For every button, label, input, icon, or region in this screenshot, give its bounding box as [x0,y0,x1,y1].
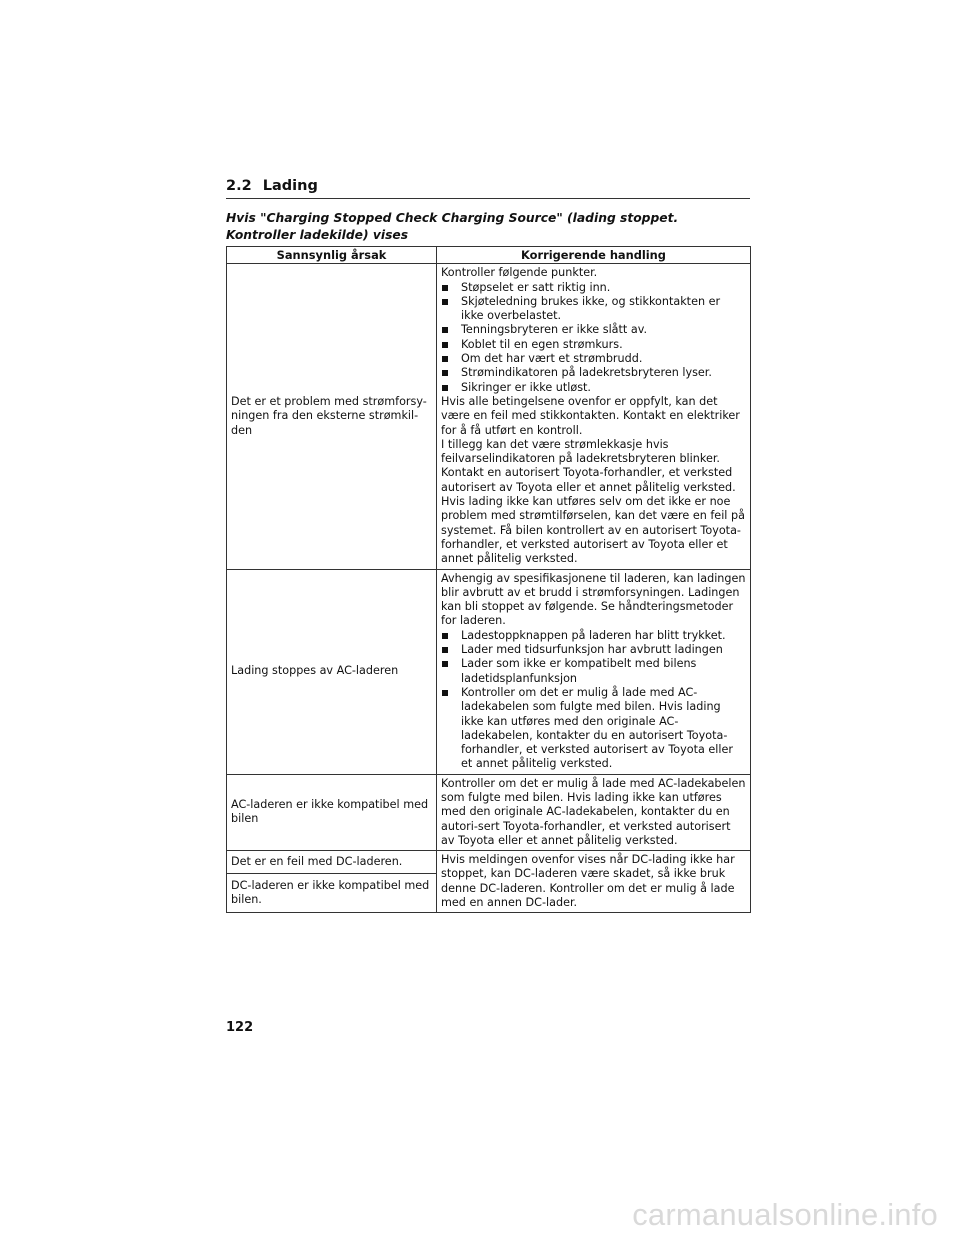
table-row [227,264,751,569]
action-cell: Kontroller om det er mulig å lade med AC-ladekabelen som fulgte med bilen. Hvis lading ikke kan utføres med den originale AC-ladekabelen, kontakter du en autori-sert Toyota-forhandler, et verksted autorisert av Toyota eller et annet pålitelig verksted. [437,774,751,850]
table-row [227,569,751,774]
square-bullet-icon [442,299,448,305]
column-header-cause: Sannsynlig årsak [227,247,437,264]
watermark: carmanualsonline.info [632,1197,938,1232]
table-row [227,774,751,850]
square-bullet-icon [442,661,448,667]
action-cell [437,569,751,774]
section-number: 2.2 [226,178,252,194]
list-item: Lader med tidsurfunksjon har avbrutt ladingen [441,643,746,657]
square-bullet-icon [442,342,448,348]
cause-cell: Det er et problem med strømforsy-ningen fra den eksterne strømkil-den [227,264,437,569]
list-item: Strømindikatoren på ladekretsbryteren lyser. [441,366,746,380]
column-header-action: Korrigerende handling [437,247,751,264]
square-bullet-icon [442,385,448,391]
check-list [441,281,746,395]
list-item: Kontroller om det er mulig å lade med AC-ladekabelen som fulgte med bilen. Hvis lading ikke kan utføres med den originale AC-ladekabelen, kontakter du en autorisert Toyota-forhandler, et verksted autorisert av Toyota eller et annet pålitelig verksted. [441,686,746,772]
square-bullet-icon [442,647,448,653]
list-item: Sikringer er ikke utløst. [441,381,746,395]
list-item: Ladestoppknappen på laderen har blitt trykket. [441,629,746,643]
list-item: Om det har vært et strømbrudd. [441,352,746,366]
square-bullet-icon [442,327,448,333]
section-header [226,178,750,199]
square-bullet-icon [442,356,448,362]
page-number: 122 [226,1020,254,1035]
table-row [227,851,751,874]
action-cell: Hvis meldingen ovenfor vises når DC-lading ikke har stoppet, kan DC-laderen være skadet, så ikke bruk denne DC-laderen. Kontroller om det er mulig å lade med en annen DC-lader. [437,851,751,913]
table-heading: Hvis "Charging Stopped Check Charging Source" (lading stoppet. Kontroller ladekilde) vises [226,211,679,242]
troubleshooting-table [226,246,751,913]
action-intro: Kontroller følgende punkter. [441,266,598,280]
check-list [441,629,746,772]
action-intro: Avhengig av spesifikasjonene til laderen, kan ladingen blir avbrutt av et brudd i strømforsyningen. Ladingen kan bli stoppet av følgende. Se håndteringsmetoder for laderen. [441,571,746,628]
list-item: Tenningsbryteren er ikke slått av. [441,323,746,337]
list-item: Støpselet er satt riktig inn. [441,281,746,295]
table-header-row [227,247,751,264]
cause-cell: Det er en feil med DC-laderen. [227,851,437,874]
cause-cell: DC-laderen er ikke kompatibel med bilen. [227,873,437,913]
square-bullet-icon [442,285,448,291]
square-bullet-icon [442,633,448,639]
action-paragraph: I tillegg kan det være strømlekkasje hvis feilvarselindikatoren på ladekretsbryteren blinker. Kontakt en autorisert Toyota-forhandler, et verksted autorisert av Toyota eller et annet pålitelig verksted. [441,437,736,494]
cause-cell: Lading stoppes av AC-laderen [227,569,437,774]
list-item: Koblet til en egen strømkurs. [441,338,746,352]
action-paragraph: Hvis lading ikke kan utføres selv om det ikke er noe problem med strømtilførselen, kan det være en feil på systemet. Få bilen kontrollert av en autorisert Toyota-forhandler, et verksted autorisert av Toyota eller et annet pålitelig verksted. [441,495,745,566]
action-cell [437,264,751,569]
list-item: Skjøteledning brukes ikke, og stikkontakten er ikke overbelastet. [441,295,746,324]
cause-cell: AC-laderen er ikke kompatibel med bilen [227,774,437,850]
list-item: Lader som ikke er kompatibelt med bilens ladetidsplanfunksjon [441,657,746,686]
action-paragraph: Hvis alle betingelsene ovenfor er oppfylt, kan det være en feil med stikkontakten. Kontakt en elektriker for å få utført en kontroll. [441,394,740,437]
square-bullet-icon [442,690,448,696]
square-bullet-icon [442,370,448,376]
section-title: Lading [262,178,318,194]
